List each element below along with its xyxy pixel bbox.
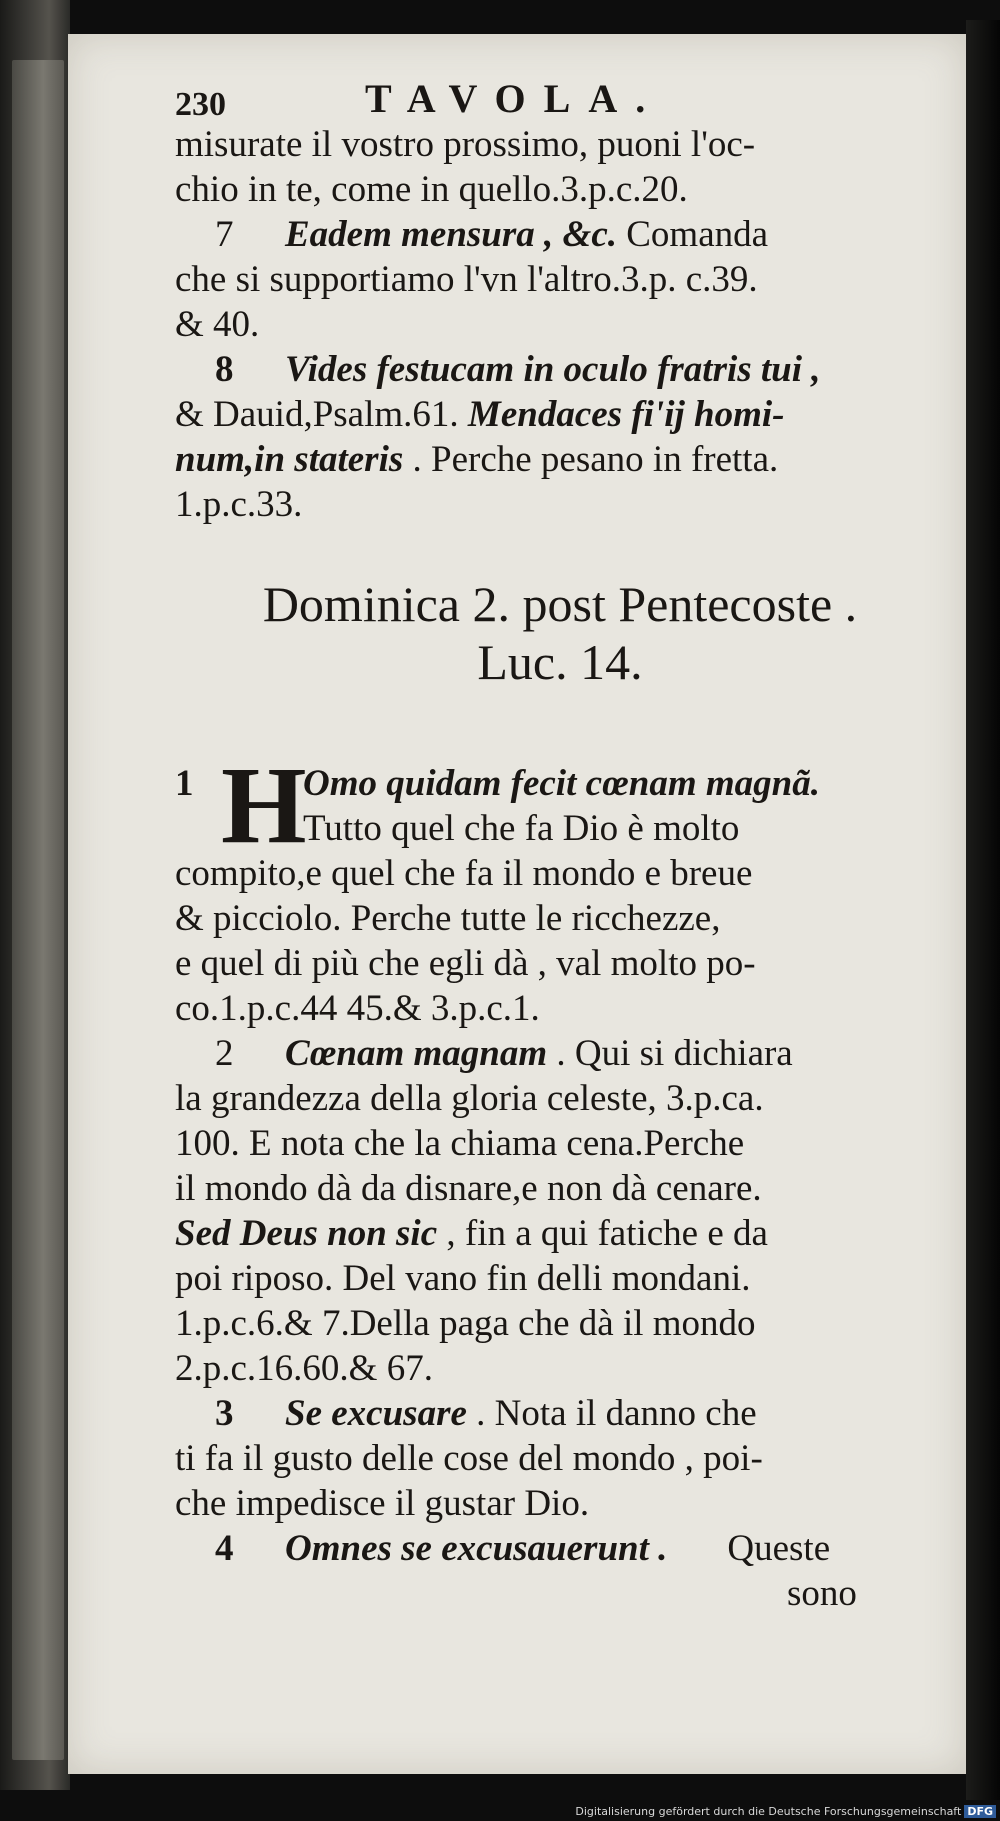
- verse-3: [175, 1391, 955, 1436]
- text-line: 100. E nota che la chiama cena.Perche: [175, 1123, 745, 1164]
- verse-text: Comanda: [617, 214, 769, 255]
- heading-line-1: Dominica 2. post Pentecoste .: [262, 576, 858, 632]
- text-line: misurate il vostro prossimo, puoni l'oc-: [175, 124, 756, 165]
- credit-text: Digitalisierung gefördert durch die Deutsche Forschungsgemeinschaft: [575, 1805, 962, 1818]
- text-line: [175, 1211, 955, 1256]
- digitization-credit: [575, 1805, 996, 1818]
- text-line: e quel di più che egli dà , val molto po-: [175, 943, 756, 984]
- verse-number: 7: [215, 214, 234, 255]
- text-line: che si supportiamo l'vn l'altro.3.p. c.39.: [175, 259, 758, 300]
- page-header: [175, 70, 955, 122]
- verse-number: 4: [215, 1528, 234, 1569]
- text-span: . Perche pesano in fretta.: [403, 439, 779, 480]
- book-spine-edge: [0, 0, 70, 1790]
- latin-quote: Sed Deus non sic: [175, 1213, 438, 1254]
- text-line: 2.p.c.16.60.& 67.: [175, 1348, 433, 1389]
- text-line: la grandezza della gloria celeste, 3.p.ca.: [175, 1078, 764, 1119]
- verse-1: [175, 744, 955, 866]
- latin-quote: Vides festucam in oculo fratris tui ,: [285, 349, 821, 390]
- heading-line-2: Luc. 14.: [477, 634, 643, 690]
- text-line: che impedisce il gustar Dio.: [175, 1483, 590, 1524]
- page-text: [175, 70, 955, 1616]
- latin-quote: Omo quidam fecit cœnam magnã.: [303, 763, 820, 804]
- drop-cap: H: [221, 744, 307, 866]
- verse-text: Queste: [727, 1528, 831, 1569]
- latin-quote: Cœnam magnam: [285, 1033, 548, 1074]
- text-line: poi riposo. Del vano fin delli mondani.: [175, 1258, 751, 1299]
- text-line: ti fa il gusto delle cose del mondo , poi-: [175, 1438, 763, 1479]
- verse-4: [175, 1526, 955, 1571]
- section-heading: [165, 575, 955, 691]
- verse-2: [175, 1031, 955, 1076]
- text-line: Tutto quel che fa Dio è molto: [303, 808, 740, 849]
- verse-number: 2: [215, 1033, 234, 1074]
- text-line: 1.p.c.6.& 7.Della paga che dà il mondo: [175, 1303, 756, 1344]
- latin-quote: Mendaces fi'ij homi-: [467, 394, 785, 435]
- verse-number: 8: [215, 349, 234, 390]
- dfg-logo: DFG: [964, 1805, 996, 1818]
- latin-quote: Eadem mensura , &c.: [285, 214, 617, 255]
- text-line: [175, 437, 955, 482]
- text-line: il mondo dà da disnare,e non dà cenare.: [175, 1168, 762, 1209]
- verse-8: [175, 347, 955, 392]
- page-number: 230: [175, 86, 226, 123]
- page-stack-edge: [12, 60, 64, 1760]
- text-line: & 40.: [175, 304, 260, 345]
- latin-quote: num,in stateris: [175, 439, 404, 480]
- catchword: sono: [787, 1573, 857, 1614]
- verse-text: . Qui si dichiara: [547, 1033, 793, 1074]
- text-line: compito,e quel che fa il mondo e breue: [175, 853, 753, 894]
- text-line: chio in te, come in quello.3.p.c.20.: [175, 169, 688, 210]
- text-line: & picciolo. Perche tutte le ricchezze,: [175, 898, 721, 939]
- text-line: 1.p.c.33.: [175, 484, 303, 525]
- verse-7: [175, 212, 955, 257]
- text-span: , fin a qui fatiche e da: [437, 1213, 768, 1254]
- verse-text: . Nota il danno che: [466, 1393, 757, 1434]
- verse-number: 1: [175, 763, 194, 804]
- text-line: co.1.p.c.44 45.& 3.p.c.1.: [175, 988, 540, 1029]
- latin-quote: Se excusare: [285, 1393, 467, 1434]
- text-span: & Dauid,Psalm.61.: [175, 394, 468, 435]
- text-line: [175, 392, 955, 437]
- running-title: TAVOLA.: [365, 76, 664, 121]
- scan-background-right: [966, 20, 1000, 1800]
- latin-quote: Omnes se excusauerunt .: [285, 1528, 668, 1569]
- verse-number: 3: [215, 1393, 234, 1434]
